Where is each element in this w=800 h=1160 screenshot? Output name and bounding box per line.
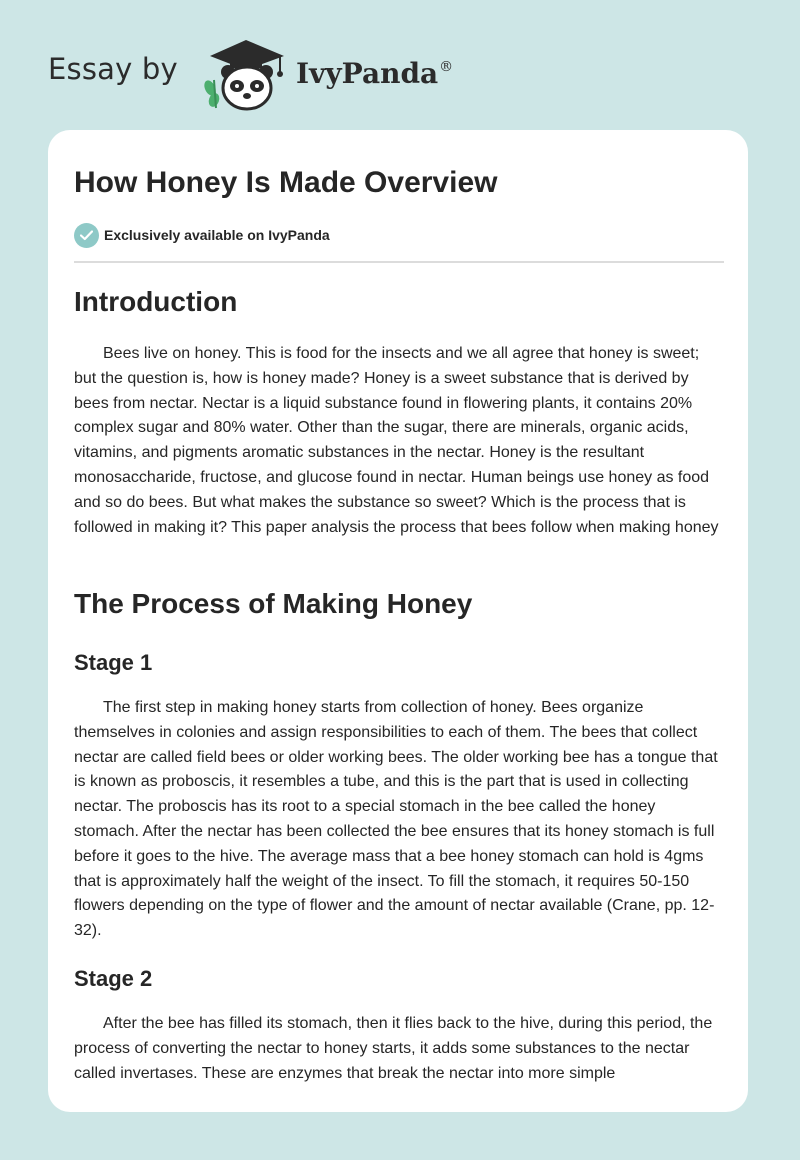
- exclusive-badge: [74, 222, 330, 248]
- essay-by-label: Essay by: [48, 52, 178, 86]
- check-icon: [74, 223, 99, 248]
- page-title: How Honey Is Made Overview: [74, 166, 498, 199]
- brand-name: IvyPanda®: [296, 57, 454, 90]
- registered-mark: ®: [439, 59, 454, 75]
- divider: [74, 261, 724, 263]
- article-card: [48, 130, 748, 1112]
- subheading-stage-1: Stage 1: [74, 650, 153, 675]
- site-header: [0, 0, 800, 130]
- paragraph-introduction: Bees live on honey. This is food for the insects and we all agree that honey is sweet; but the question is, how is honey made? Honey is a sweet substance that is derived by bees from nectar. Nectar is a liquid substance found in flowering plants, it contains 20% complex sugar and 80% water. Other than the sugar, there are minerals, organic acids, vitamins, and pigments aromatic substances in the nectar. Honey is the resultant monosaccharide, fructose, and glucose found in nectar. Human beings use honey as food and so do bees. But what makes the substance so sweet? Which is the process that is followed in making it? This paper analysis the process that bees follow when making honey: [74, 345, 719, 536]
- section-heading-introduction: Introduction: [74, 286, 238, 317]
- section-heading-process: The Process of Making Honey: [74, 588, 473, 619]
- paragraph-stage-2: After the bee has filled its stomach, then it flies back to the hive, during this period, the process of converting the nectar to honey starts, it adds some substances to the nectar called invertases. These are enzymes that break the nectar into more simple: [74, 1015, 713, 1082]
- subheading-stage-2: Stage 2: [74, 966, 153, 991]
- ivypanda-logo-icon[interactable]: [200, 36, 292, 112]
- paragraph-stage-1: The first step in making honey starts from collection of honey. Bees organize themselves in colonies and assign responsibilities to each of them. The bees that collect nectar are called field bees or older working bees. The older working bee has a tongue that is known as proboscis, it resembles a tube, and this is the part that is used in collecting nectar. The proboscis has its root to a special stomach in the bee called the honey stomach. After the nectar has been collected the bee ensures that its honey stomach is full before it goes to the hive. The average mass that a bee honey stomach can hold is 4gms that is approximately half the weight of the insect. To fill the stomach, it requires 50-150 flowers depending on the type of flower and the amount of nectar available (Crane, pp. 12-32).: [74, 699, 718, 940]
- exclusive-badge-label: Exclusively available on IvyPanda: [104, 227, 330, 243]
